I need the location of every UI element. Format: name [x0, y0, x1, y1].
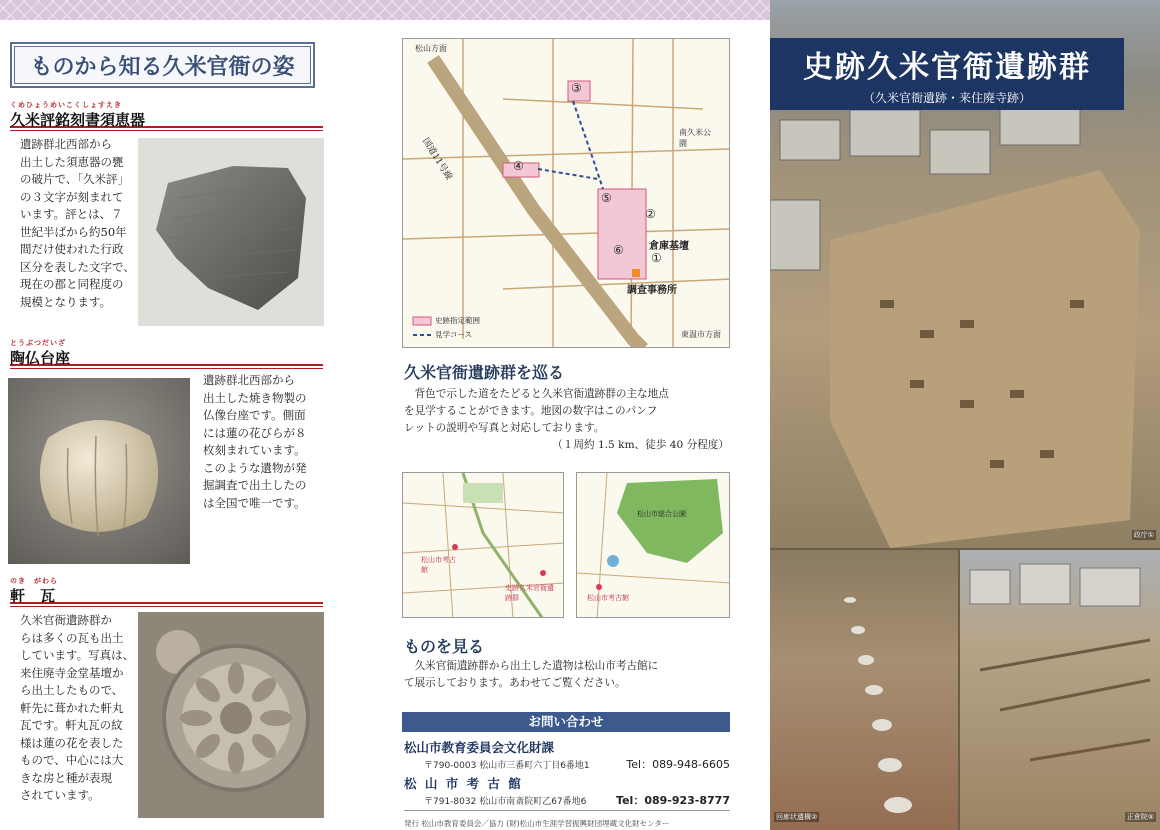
map-park-label: 南久米公園 [679, 128, 711, 148]
section-title: 軒 瓦 [10, 587, 56, 605]
exhibit-heading: ものを見る [404, 637, 485, 656]
map-tomb-label: 倉庫基壇 [649, 241, 689, 252]
cover-title-block [770, 38, 1124, 110]
decorative-top-band [0, 0, 770, 20]
photo-label-seicho: 政庁① [1133, 531, 1154, 539]
museum-map-park-label: 松山市総合公園 [637, 510, 686, 518]
sueki-photo [138, 138, 324, 326]
publisher-footer: 発行 松山市教育委員会／協力 (財)松山市生涯学習振興財団埋蔵文化財センター [404, 819, 670, 828]
guide-panel [390, 20, 740, 830]
section-heading-daiza [10, 338, 323, 366]
contact-phone-2: Tel：089-923-8777 [616, 794, 730, 807]
map-marker-1: ① [651, 251, 662, 265]
route-heading: 久米官衙遺跡群を巡る [404, 363, 565, 382]
photo-label-shosoin: 正倉院⑤ [1126, 813, 1154, 821]
route-description: 背色で示した道をたどると久米官衙遺跡群の主な地点 を見学することができます。地図の数字はこのパンフ レットの説明や写真と対応しております。 （１周約 1.5 km、徒歩 40 分程度） [404, 386, 729, 454]
cover-title: 史跡久米官衙遺跡群 [803, 50, 1091, 85]
contact-address-2: 〒791-8032 松山市南斎院町乙67番地6 [424, 797, 587, 807]
map-road-label: 国道11号線 [419, 136, 454, 183]
map-east-label: 東温市方面 [681, 330, 721, 339]
contact-header: お問い合わせ [402, 712, 730, 732]
map-legend-course: 見学コース [435, 330, 473, 339]
map-north-label: 松山方面 [415, 44, 447, 53]
photo-label-corridor: 回廊状遺構② [776, 813, 818, 821]
cover-subtitle: （久米官衙遺跡・来住廃寺跡） [862, 91, 1031, 105]
corridor-photo [770, 550, 958, 830]
section-heading-sueki [10, 100, 323, 128]
sueki-description: 遺跡群北西部から 出土した須恵器の甕 の破片で、「久米評」 の３文字が刻まれて います。評とは、７ 世紀半ばから約50年 間だけ使われた行政 区分を表した文字で、 現在の郡と同程度の 規模となります。 [20, 137, 135, 309]
panel-title-box [10, 42, 315, 88]
route-map [402, 38, 730, 348]
artifacts-panel [0, 20, 330, 830]
footer-divider [404, 810, 730, 811]
map-marker-4: ④ [513, 159, 524, 173]
map-marker-2: ② [645, 207, 656, 221]
section-ruby: のき がわら [10, 576, 58, 585]
area-map [402, 472, 564, 618]
contact-phone-1: Tel：089-948-6605 [626, 758, 730, 771]
gawara-description: 久米官衙遺跡群か らは多くの瓦も出土 しています。写真は、 来住廃寺金堂基壇か ら出土したもので、 軒先に葺かれた軒丸 瓦です。軒丸瓦の紋 様は蓮の花を表した もので、中心には大 きな房と種が表現 されています。 [20, 613, 135, 802]
area-map-label-site: 史跡久米官衙遺跡群 [505, 584, 554, 602]
museum-map-museum-label: 松山市考古館 [587, 594, 629, 602]
section-heading-gawara [10, 576, 323, 604]
contact-org-1: 松山市教育委員会文化財課 [404, 740, 555, 755]
contact-address-1: 〒790-0003 松山市三番町六丁目6番地1 [424, 761, 590, 771]
map-office-label: 調査事務所 [627, 285, 677, 296]
gawara-photo [138, 612, 324, 818]
museum-map [576, 472, 730, 618]
exhibit-description: 久米官衙遺跡群から出土した遺物は松山市考古館に て展示しております。あわせてご覧ください。 [404, 660, 659, 689]
section-ruby: とうぶつだいざ [10, 338, 66, 347]
cover-panel [770, 0, 1160, 830]
map-marker-5: ⑤ [601, 191, 612, 205]
map-marker-3: ③ [571, 81, 582, 95]
daiza-photo [8, 378, 190, 564]
section-title: 久米評銘刻書須恵器 [10, 111, 146, 129]
panel-title: ものから知る久米官衙の姿 [14, 46, 311, 84]
map-legend-area: 史跡指定範囲 [435, 316, 480, 325]
shosoin-photo [960, 550, 1160, 830]
daiza-description: 遺跡群北西部から 出土した焼き物製の 仏像台座です。側面 には蓮の花びらが８ 枚刻まれています。 このような遺物が発 掘調査で出土したの は全国で唯一です。 [203, 373, 307, 510]
section-title: 陶仏台座 [10, 349, 71, 367]
contact-org-2: 松 山 市 考 古 館 [404, 776, 523, 791]
area-map-label-museum: 松山市考古館 [421, 556, 456, 574]
section-ruby: くめひょうめいこくしょすえき [10, 100, 122, 109]
route-note: （１周約 1.5 km、徒歩 40 分程度） [552, 439, 729, 451]
map-marker-6: ⑥ [613, 243, 624, 257]
